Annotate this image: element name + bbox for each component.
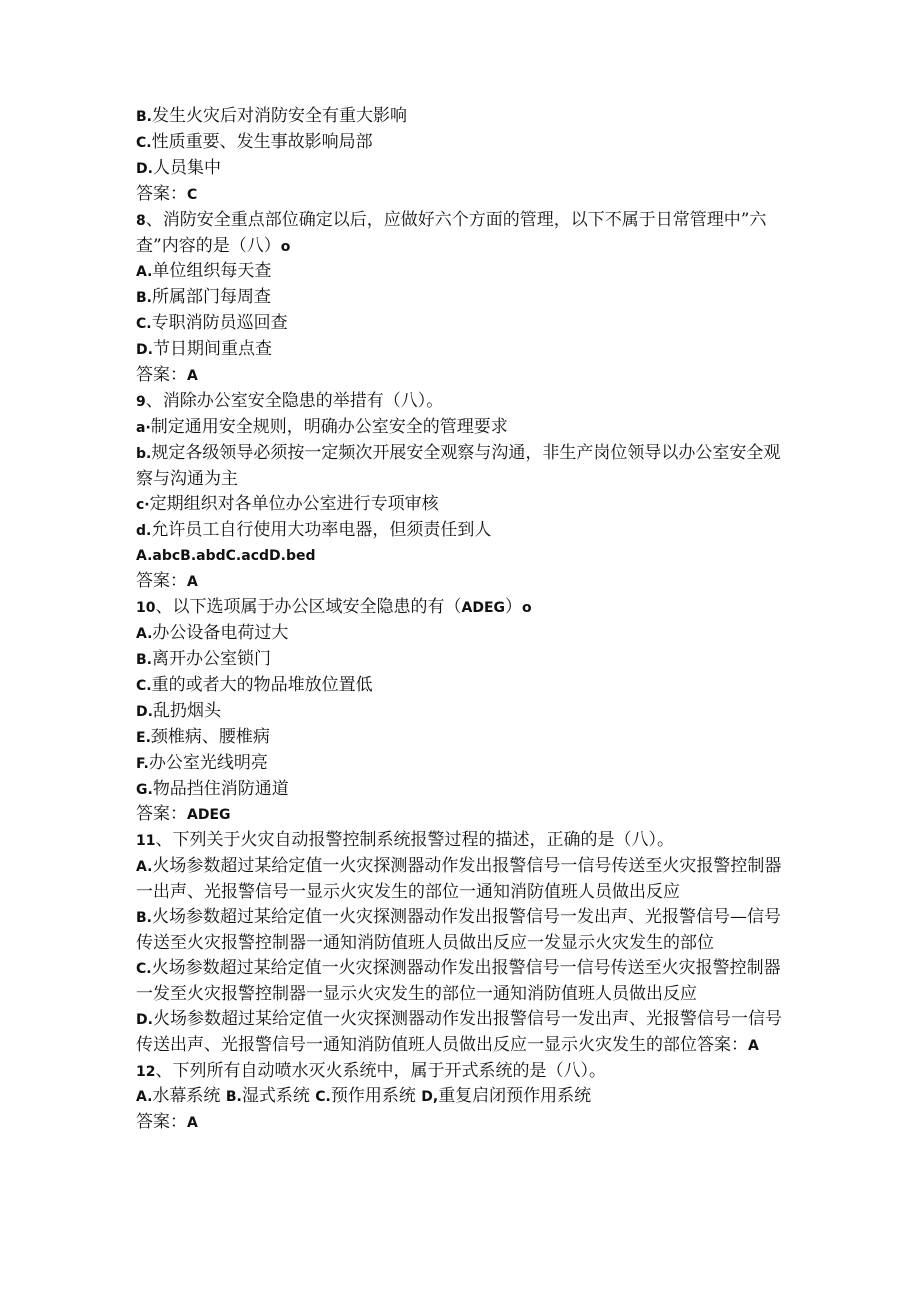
item-label: A. [136, 859, 153, 876]
item-label: G. [136, 781, 153, 798]
item-label: A. [136, 1089, 153, 1106]
line-text: 办公设备电荷过大 [152, 623, 289, 644]
text-line [136, 543, 796, 569]
item-label: F. [136, 755, 149, 772]
text-line [136, 285, 796, 311]
line-text: 预作用系统 [330, 1086, 422, 1107]
line-text: 允许员工自行使用大功率电器，但须责任到人 [151, 519, 492, 540]
line-text: 定期组织对各单位办公室进行专项审核 [149, 493, 439, 514]
text-line [136, 415, 796, 441]
text-line [136, 389, 796, 415]
text-line [136, 956, 796, 1007]
item-label: a· [136, 419, 151, 436]
item-label: C. [136, 677, 152, 694]
line-text: 火场参数超过某给定值一火灾探测器动作发出报警信号一信号传送至火灾报警控制器一出声、光报警信号一显示火灾发生的部位一通知消防值班人员做出反应 [136, 856, 782, 903]
answer-token: ADEG [187, 807, 231, 824]
text-line [136, 1007, 796, 1059]
text-line [136, 1084, 796, 1110]
item-label: 11 [136, 833, 156, 850]
text-line [136, 311, 796, 337]
line-text: 答案： [136, 183, 187, 204]
item-label: B. [136, 290, 152, 307]
item-label: D. [136, 342, 153, 359]
line-text: ） [505, 597, 522, 618]
line-text: 火场参数超过某给定值一火灾探测器动作发出报警信号一发出声、光报警信号一信号传送出声、光报警信号一通知消防值班人员做出反应一显示火灾发生的部位答案： [136, 1008, 782, 1055]
line-text: 答案： [136, 1112, 187, 1133]
item-label: D. [136, 160, 153, 177]
text-line [136, 905, 796, 956]
answer-token: C [187, 186, 198, 203]
text-line [136, 828, 796, 854]
item-label: C. [136, 134, 152, 151]
item-label: B. [136, 910, 152, 927]
line-text: 重的或者大的物品堆放位置低 [151, 674, 373, 695]
text-line [136, 751, 796, 777]
line-text: 重复启闭预作用系统 [438, 1086, 592, 1107]
text-line [136, 699, 796, 725]
item-label: 10 [136, 600, 156, 617]
text-line [136, 156, 796, 182]
answer-token: B. [225, 1089, 242, 1106]
line-text: 、消除办公室安全隐患的举措有（八）。 [145, 390, 444, 411]
text-line [136, 1110, 796, 1136]
text-line [136, 104, 796, 130]
text-line [136, 621, 796, 647]
line-text: 火场参数超过某给定值一火灾探测器动作发出报警信号一发出声、光报警信号—信号传送至火灾报警控制器一通知消防值班人员做出反应一发显示火灾发生的部位 [136, 907, 781, 953]
answer-token: A [187, 1115, 198, 1132]
line-text: 所属部门每周查 [152, 287, 271, 308]
text-line [136, 595, 796, 621]
item-label: 9 [136, 393, 146, 410]
answer-token: A [748, 1037, 759, 1054]
text-line [136, 441, 796, 492]
line-text: 物品挡住消防通道 [152, 778, 289, 799]
item-label: C. [136, 960, 152, 977]
text-line [136, 518, 796, 544]
item-label: D. [136, 1011, 153, 1028]
answer-token: o [280, 238, 291, 255]
text-line [136, 802, 796, 828]
text-line [136, 492, 796, 518]
line-text: 乱扔烟头 [152, 700, 221, 721]
line-text: 办公室光线明亮 [148, 752, 268, 773]
text-line [136, 569, 796, 595]
item-label: 12 [136, 1063, 156, 1080]
line-text: 答案： [136, 365, 187, 386]
line-text: 答案： [136, 571, 187, 592]
line-text: 节日期间重点查 [152, 339, 272, 360]
item-label: B. [136, 109, 152, 125]
line-text: 、消防安全重点部位确定以后，应做好六个方面的管理，以下不属于日常管理中”六查”内容的是（八） [136, 209, 767, 256]
line-text: 专职消防员巡回查 [151, 313, 288, 334]
line-text: 制定通用安全规则，明确办公室安全的管理要求 [150, 416, 508, 437]
item-label: A. [136, 626, 153, 643]
answer-token: A [187, 368, 198, 385]
text-line [136, 363, 796, 389]
line-text: 、下列关于火灾自动报警控制系统报警过程的描述，正确的是（八）。 [155, 830, 674, 851]
line-text: 人员集中 [152, 157, 221, 178]
line-text: 性质重要、发生事故影响局部 [151, 131, 373, 152]
item-label: A. [136, 264, 153, 281]
item-label: E. [136, 729, 151, 746]
text-line [136, 854, 796, 905]
item-label: c· [136, 496, 150, 513]
line-text: 、下列所有自动喷水灭火系统中，属于开式系统的是（八）。 [155, 1060, 606, 1081]
answer-token: ADEG [461, 600, 505, 617]
text-line [136, 182, 796, 208]
text-line [136, 647, 796, 673]
line-text: 离开办公室锁门 [152, 649, 271, 670]
text-line [136, 777, 796, 803]
text-line [136, 337, 796, 363]
line-text: 规定各级领导必须按一定频次开展安全观察与沟通，非生产岗位领导以办公室安全观察与沟通为主 [136, 442, 781, 489]
line-text: 答案： [136, 804, 187, 825]
line-text: 、以下选项属于办公区域安全隐患的有（ [155, 597, 462, 618]
text-line [136, 1059, 796, 1085]
document-page [136, 104, 796, 1136]
answer-token: C. [315, 1089, 331, 1106]
item-label: d. [136, 522, 152, 539]
line-text: 湿式系统 [241, 1086, 316, 1107]
text-line [136, 673, 796, 699]
line-text: 颈椎病、腰椎病 [150, 726, 270, 747]
item-label: A.abcB.abdC.acdD.bed [136, 548, 316, 565]
answer-token: A [187, 574, 198, 591]
answer-token: D, [421, 1089, 439, 1106]
item-label: D. [136, 703, 153, 720]
line-text: 单位组织每天查 [152, 261, 272, 282]
item-label: C. [136, 316, 152, 333]
item-label: B. [136, 652, 152, 669]
line-text: 火场参数超过某给定值一火灾探测器动作发出报警信号一信号传送至火灾报警控制器一发至火灾报警控制器一显示火灾发生的部位一通知消防值班人员做出反应 [136, 957, 781, 1004]
text-line [136, 208, 796, 260]
item-label: 8 [136, 212, 146, 229]
item-label: b. [136, 445, 152, 462]
line-text: 发生火灾后对消防安全有重大影响 [152, 106, 407, 126]
text-line [136, 130, 796, 156]
line-text: 水幕系统 [152, 1086, 226, 1107]
answer-token: o [522, 600, 532, 617]
text-line [136, 725, 796, 751]
text-line [136, 259, 796, 285]
